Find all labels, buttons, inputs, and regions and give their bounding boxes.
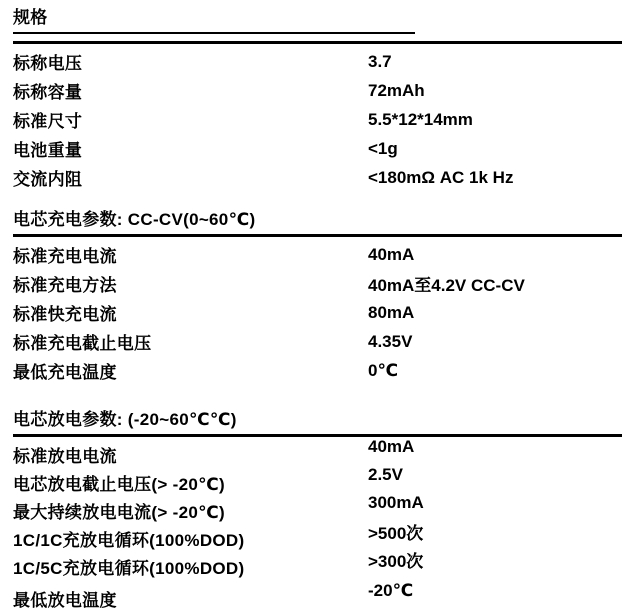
section-specifications-title: 规格 [13, 9, 415, 34]
spec-value: 5.5*12*14mm [368, 109, 473, 129]
table-row [13, 298, 633, 327]
spec-label: 最大持续放电电流(> -20℃) [13, 502, 225, 522]
spec-label: 1C/1C充放电循环(100%DOD) [13, 530, 245, 550]
spec-label: 电池重量 [13, 141, 83, 160]
spec-label: 最低放电温度 [13, 590, 117, 610]
spec-value: 0℃ [368, 360, 399, 380]
spec-label: 标准尺寸 [13, 112, 83, 131]
spec-label: 标称容量 [13, 83, 83, 102]
spec-label: 电芯放电截止电压(> -20℃) [13, 474, 225, 494]
spec-value: 3.7 [368, 51, 392, 71]
table-row [13, 163, 633, 192]
spec-label: 标准充电电流 [13, 247, 117, 266]
table-row [13, 240, 633, 269]
spec-value: <1g [368, 138, 398, 158]
table-row [13, 76, 633, 105]
section-charge-parameters-title: 电芯充电参数: CC-CV(0~60℃) [13, 210, 256, 229]
spec-label: 标称电压 [13, 54, 83, 73]
table-row [13, 269, 633, 298]
spec-table [13, 437, 633, 612]
spec-label: 标准充电方法 [13, 276, 117, 295]
spec-value: 40mA [368, 437, 415, 456]
section-discharge-parameters-title: 电芯放电参数: (-20~60℃℃) [13, 410, 237, 429]
spec-label: 1C/5C充放电循环(100%DOD) [13, 558, 245, 578]
table-row [13, 493, 633, 524]
table-row [13, 356, 633, 385]
section-divider [13, 41, 622, 44]
spec-value: >500次 [368, 523, 424, 543]
table-row [13, 581, 633, 612]
spec-value: 40mA [368, 244, 415, 264]
spec-value: 300mA [368, 493, 424, 512]
spec-value: -20℃ [368, 581, 414, 600]
spec-value: 80mA [368, 302, 415, 322]
spec-label: 交流内阻 [13, 170, 83, 189]
spec-value: 2.5V [368, 465, 403, 484]
spec-label: 标准快充电流 [13, 305, 117, 324]
spec-table [13, 47, 633, 192]
spec-table [13, 240, 633, 385]
section-discharge-parameters [13, 411, 633, 612]
table-row [13, 524, 633, 552]
table-row [13, 105, 633, 134]
section-specifications [13, 9, 633, 192]
spec-label: 最低充电温度 [13, 363, 117, 382]
spec-value: >300次 [368, 551, 424, 571]
section-divider [13, 234, 622, 237]
spec-label: 标准放电电流 [13, 446, 117, 466]
table-row [13, 437, 633, 468]
table-row [13, 327, 633, 356]
spec-value: <180mΩ AC 1k Hz [368, 167, 514, 187]
spec-label: 标准充电截止电压 [13, 334, 152, 353]
table-row [13, 47, 633, 76]
section-charge-parameters [13, 211, 633, 385]
table-row [13, 465, 633, 496]
table-row [13, 552, 633, 580]
section-divider [13, 434, 622, 437]
spec-value: 40mA至4.2V CC-CV [368, 276, 525, 295]
spec-value: 72mAh [368, 80, 425, 100]
table-row [13, 134, 633, 163]
spec-value: 4.35V [368, 331, 413, 351]
